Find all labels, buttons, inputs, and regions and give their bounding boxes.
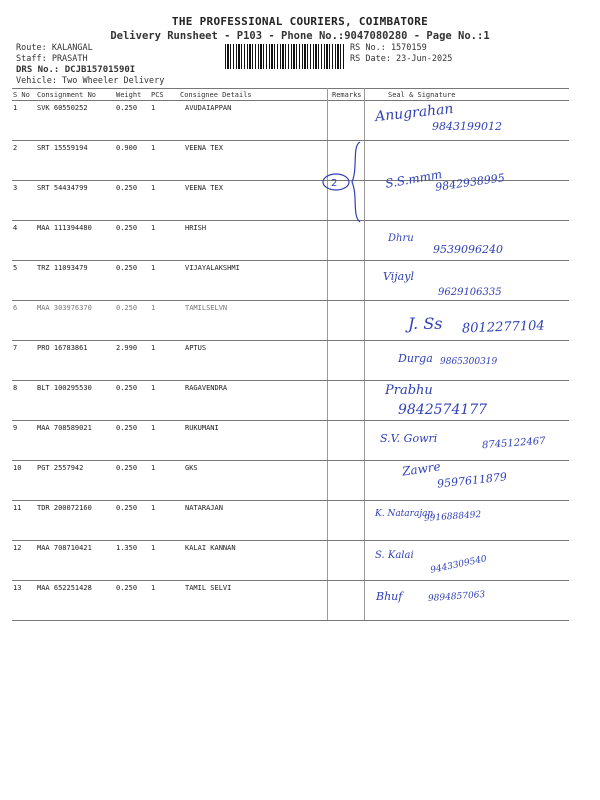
row-divider [12,140,569,141]
row-sno: 6 [13,304,18,312]
header-pcs: PCS [151,91,164,99]
route-label: Route: KALANGAL [16,43,93,53]
row-weight: 0.250 [116,464,138,472]
signature-4: Dhru [388,233,414,244]
row-weight: 0.250 [116,584,138,592]
row-weight: 0.250 [116,104,138,112]
row-consignee: TAMILSELVN [185,304,228,312]
row-weight: 1.350 [116,544,138,552]
signature-9: S.V. Gowri [380,432,438,445]
row-sno: 5 [13,264,18,272]
row-sno: 9 [13,424,18,432]
row-sno: 13 [13,584,22,592]
row-divider [12,420,569,421]
row-pcs: 1 [151,584,156,592]
row-pcs: 1 [151,144,156,152]
document-title: THE PROFESSIONAL COURIERS, COIMBATORE [171,15,429,28]
row-consignment: MAA 303976370 [37,304,92,312]
row-consignment: MAA 708710421 [37,544,92,552]
row-consignment: TRZ 11093479 [37,264,88,272]
row-weight: 0.250 [116,224,138,232]
signature-10: Zawre [401,459,442,479]
signature-7-phone: 9865300319 [440,357,498,367]
row-pcs: 1 [151,464,156,472]
row-pcs: 1 [151,304,156,312]
row-sno: 8 [13,384,18,392]
signature-1: Anugrahan [374,100,455,126]
row-consignee: VIJAYALAKSHMI [185,264,240,272]
signature-9-phone: 8745122467 [481,435,546,452]
row-sno: 7 [13,344,18,352]
row-divider [12,300,569,301]
row-consignee: RAGAVENDRA [185,384,228,392]
signature-11-phone: 9916888492 [423,510,482,524]
row-consignment: SRT 15559194 [37,144,88,152]
signature-10-phone: 9597611879 [436,470,508,491]
row-sno: 4 [13,224,18,232]
row-pcs: 1 [151,224,156,232]
runsheet-subtitle: Delivery Runsheet - P103 - Phone No.:9047080280 - Page No.:1 [110,30,490,42]
row-consignee: GKS [185,464,198,472]
row-consignment: SRT 54434799 [37,184,88,192]
signature-11: K. Natarajan [375,509,434,519]
drs-number: DRS No.: DCJB15701590I [16,65,136,75]
row-divider [12,260,569,261]
row-sno: 1 [13,104,18,112]
row-consignee: AVUDAIAPPAN [185,104,232,112]
signature-8: Prabhu [385,383,433,398]
row-pcs: 1 [151,384,156,392]
signature-1-phone: 9843199012 [432,120,502,133]
row-weight: 0.250 [116,424,138,432]
row-consignment: TDR 200072160 [37,504,92,512]
signature-4-phone: 9539096240 [433,243,503,256]
header-weight: Weight [116,91,142,99]
table-top-border [12,88,569,89]
row-weight: 0.250 [116,184,138,192]
row-consignment: PGT 2557942 [37,464,84,472]
header-remarks: Remarks [332,91,362,99]
row-consignee: TAMIL SELVI [185,584,232,592]
signature-12-phone: 9443309540 [429,554,488,576]
header-consignment-no: Consignment No [37,91,97,99]
row-weight: 0.250 [116,304,138,312]
signature-8-phone: 9842574177 [398,402,488,418]
row-sno: 12 [13,544,22,552]
row-consignee: NATARAJAN [185,504,223,512]
row-pcs: 1 [151,544,156,552]
row-divider [12,380,569,381]
row-pcs: 1 [151,504,156,512]
header-sno: S No [13,91,30,99]
signature-5-phone: 9629106335 [438,287,502,298]
remarks-mark-number: 2 [331,178,338,189]
row-pcs: 1 [151,184,156,192]
row-weight: 2.990 [116,344,138,352]
signature-13: Bhuf [376,590,403,603]
row-pcs: 1 [151,104,156,112]
signature-12: S. Kalai [375,550,414,561]
row-pcs: 1 [151,424,156,432]
row-consignee: RUKUMANI [185,424,219,432]
row-weight: 0.250 [116,384,138,392]
row-consignment: PRO 16783861 [37,344,88,352]
signature-2-phone: 9842938995 [434,171,506,194]
row-sno: 2 [13,144,18,152]
row-sno: 3 [13,184,18,192]
signature-2: S.S.mmm [384,167,444,191]
row-consignee: VEENA TEX [185,144,223,152]
vehicle-label: Vehicle: Two Wheeler Delivery [16,76,165,86]
signature-6: J. Ss [408,314,443,333]
row-consignment: BLT 100295530 [37,384,92,392]
signature-6-phone: 8012277104 [461,318,545,337]
row-consignee: VEENA TEX [185,184,223,192]
row-divider [12,540,569,541]
row-divider [12,220,569,221]
table-header-border [12,100,569,101]
row-weight: 0.250 [116,264,138,272]
row-consignment: MAA 111394480 [37,224,92,232]
row-divider [12,500,569,501]
row-divider [12,340,569,341]
row-sno: 11 [13,504,22,512]
signature-13-phone: 9894857063 [427,590,486,604]
header-seal-signature: Seal & Signature [388,91,456,99]
row-sno: 10 [13,464,22,472]
row-consignment: SVK 60550252 [37,104,88,112]
row-divider [12,460,569,461]
row-consignment: MAA 708589021 [37,424,92,432]
row-consignee: HRISH [185,224,207,232]
header-consignee-details: Consignee Details [180,91,252,99]
signature-7: Durga [398,352,433,365]
row-weight: 0.250 [116,504,138,512]
barcode [225,44,345,69]
row-weight: 0.900 [116,144,138,152]
row-consignment: MAA 652251428 [37,584,92,592]
row-divider [12,580,569,581]
row-pcs: 1 [151,344,156,352]
table-bottom-border [12,620,569,621]
rs-date: RS Date: 23-Jun-2025 [350,54,453,64]
row-pcs: 1 [151,264,156,272]
staff-label: Staff: PRASATH [16,54,88,64]
signature-5: Vijayl [383,270,414,283]
rs-number: RS No.: 1570159 [350,43,427,53]
row-consignee: APTUS [185,344,207,352]
row-consignee: KALAI KANNAN [185,544,236,552]
remarks-brace-mark [318,138,368,224]
